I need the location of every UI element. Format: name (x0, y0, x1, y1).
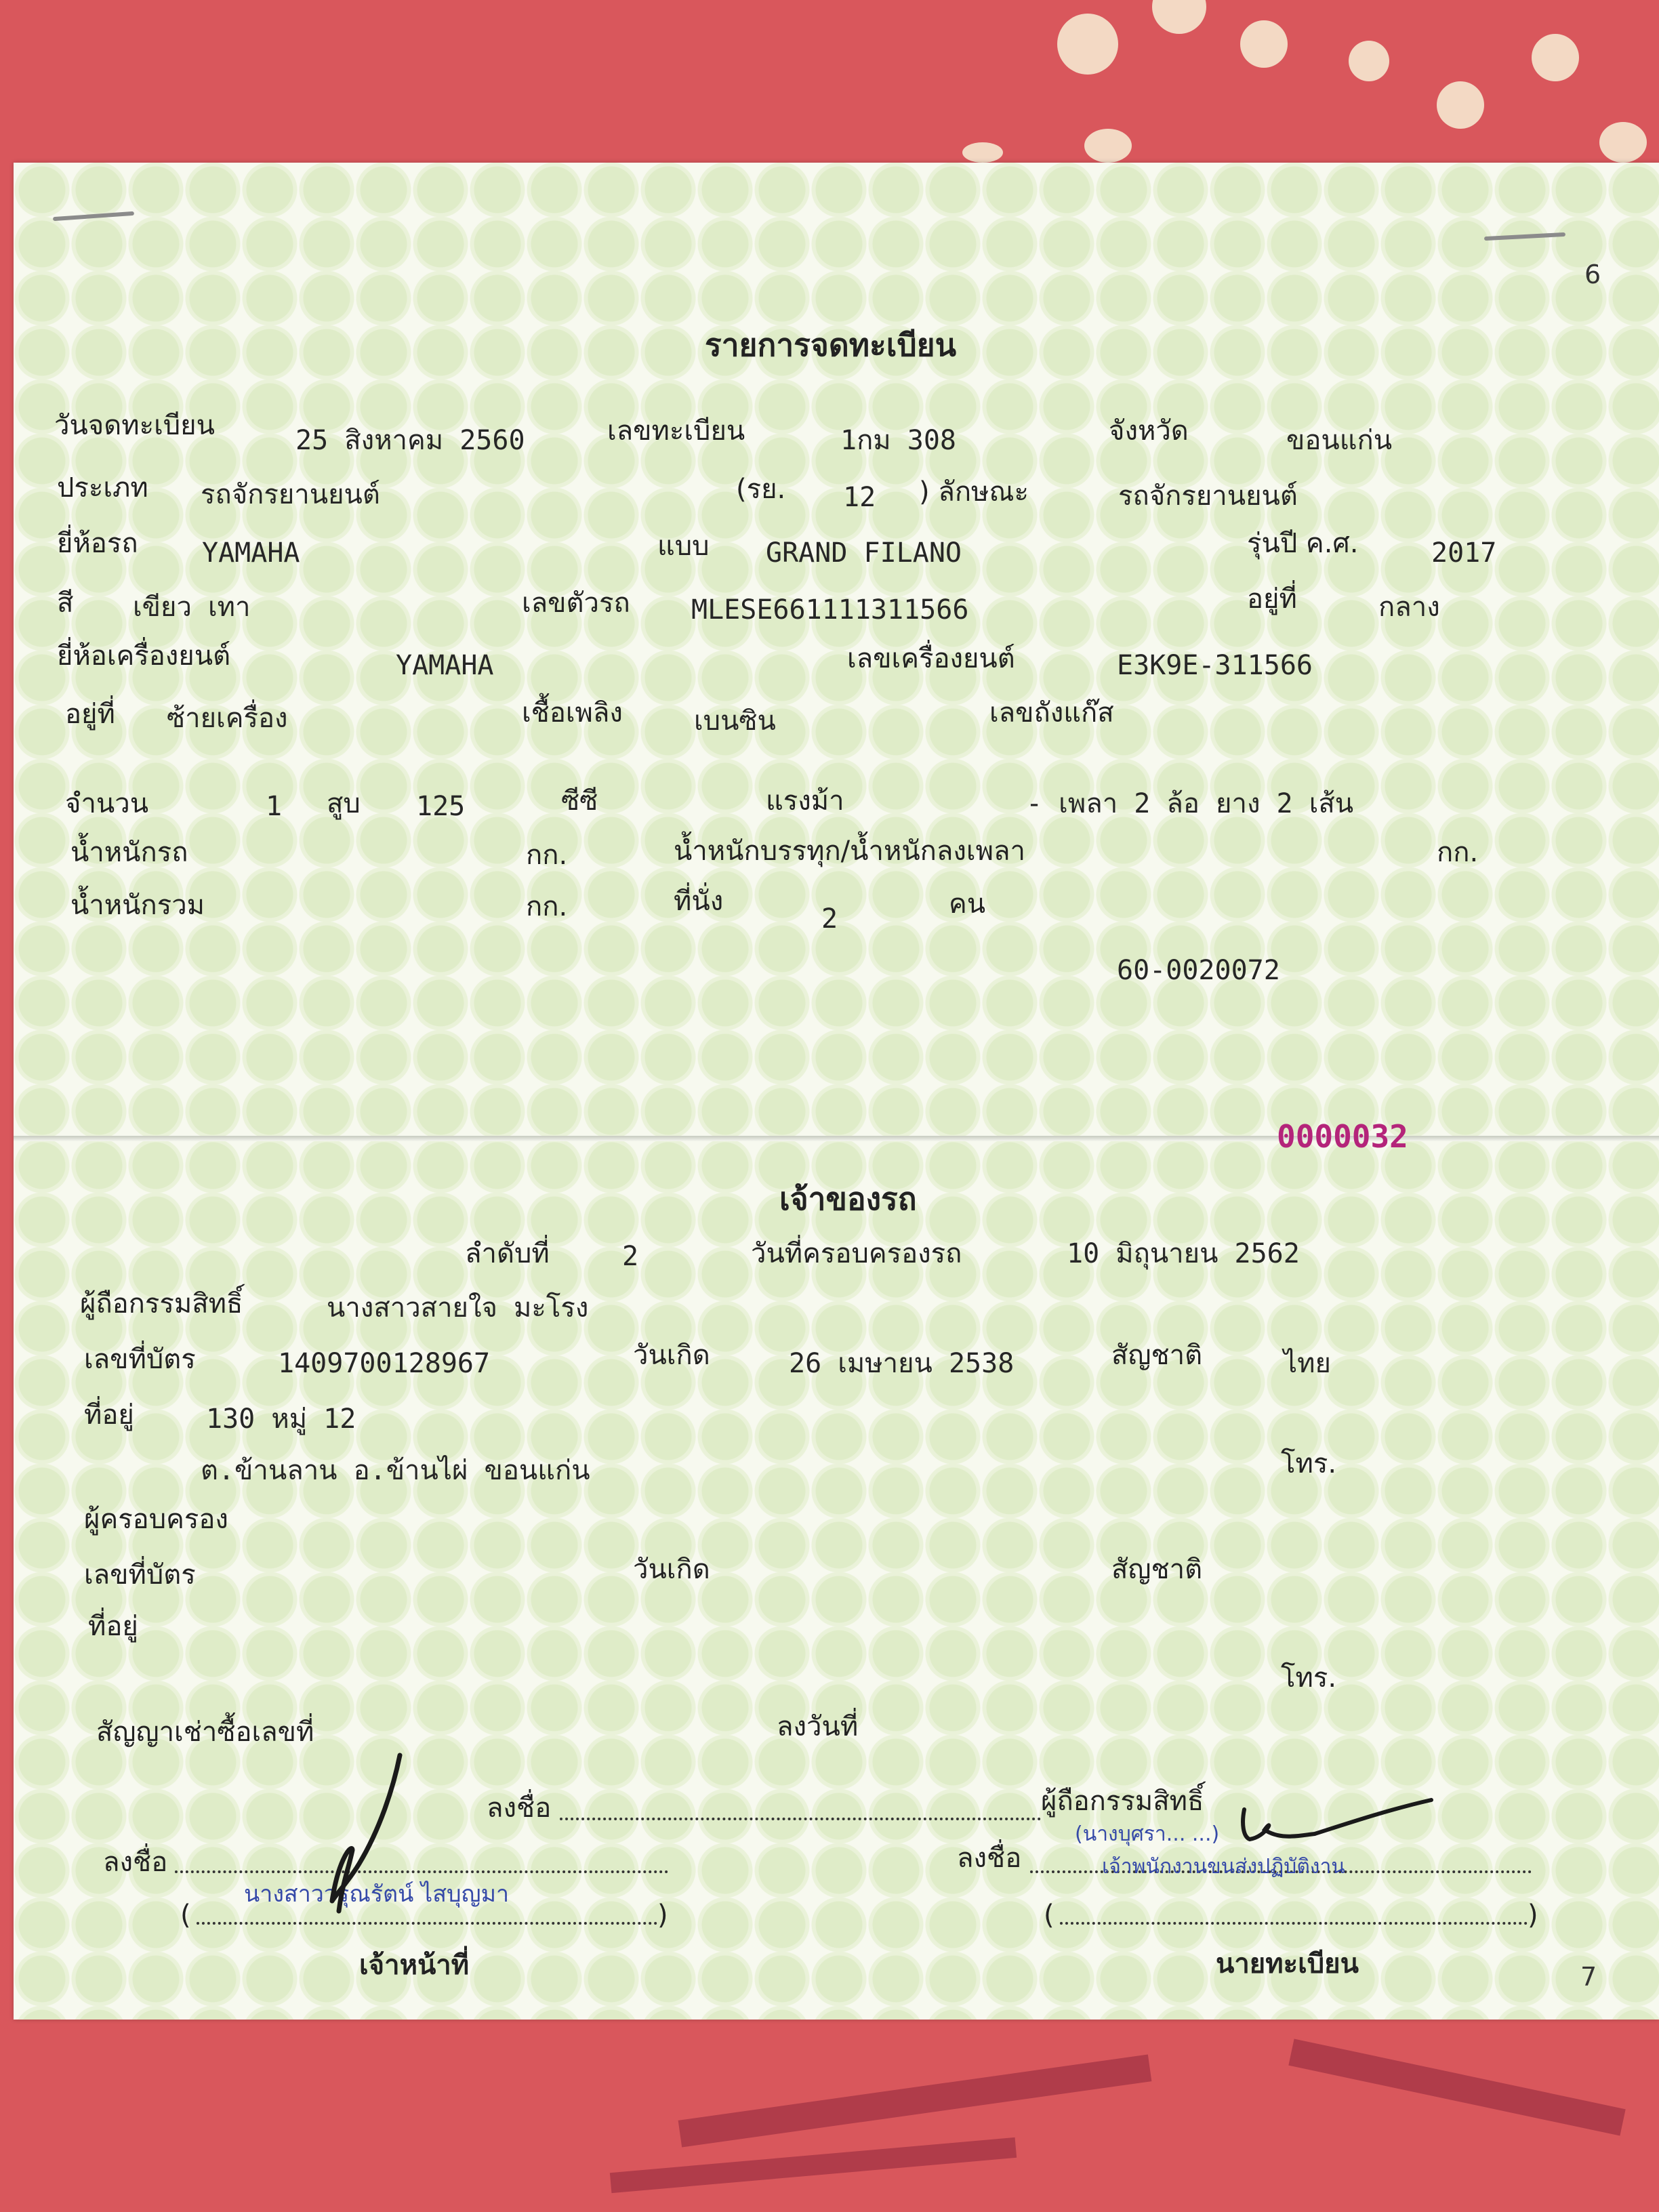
gross-weight-label: น้ำหนักรวม (70, 890, 205, 921)
holder-label: ผู้ถือกรรมสิทธิ์ (80, 1288, 243, 1319)
registrar-stamp-name: (นางบุศรา... ...) (1075, 1822, 1220, 1846)
sign-left-label: ลงชื่อ (103, 1847, 168, 1878)
registrar-name-line (1060, 1922, 1528, 1925)
engine-no-label: เลขเครื่องยนต์ (847, 643, 1015, 674)
possessor-id-label: เลขที่บัตร (84, 1559, 196, 1591)
page-number-bottom: 7 (1580, 1962, 1597, 1992)
possessor-dob-label: วันเกิด (633, 1554, 710, 1585)
ry-label: (รย. (736, 474, 786, 505)
order-value: 2 (622, 1241, 639, 1272)
paren-close-right: ) (1528, 1900, 1538, 1931)
possessor-label: ผู้ครอบครอง (84, 1504, 228, 1535)
nationality-value: ไทย (1284, 1348, 1331, 1379)
officer-name-stamp: นางสาววรุณรัตน์ ไสบุญมา (244, 1881, 510, 1908)
type-value: รถจักรยานยนต์ (201, 479, 380, 510)
seats-label: ที่นั่ง (674, 886, 724, 917)
fuel-value: เบนซิน (694, 705, 776, 737)
address-label: ที่อยู่ (84, 1399, 134, 1431)
province-value: ขอนแก่น (1286, 425, 1393, 456)
reg-date-value: 25 สิงหาคม 2560 (295, 425, 525, 456)
possessor-address-label: ที่อยู่ (88, 1611, 138, 1642)
sign-right-label: ลงชื่อ (957, 1843, 1022, 1874)
horsepower-label: แรงม้า (766, 785, 844, 817)
registrar-signature (1240, 1789, 1437, 1850)
engine-location-value: ซ้ายเครื่อง (167, 703, 288, 734)
cc-label: ซีซี (561, 785, 598, 817)
kg-label-1: กก. (526, 840, 568, 871)
engine-no-value: E3K9E-311566 (1117, 650, 1313, 681)
vehicle-weight-label: น้ำหนักรถ (70, 837, 188, 868)
possessor-tel-label: โทร. (1281, 1662, 1337, 1694)
year-value: 2017 (1431, 537, 1497, 569)
dob-label: วันเกิด (633, 1340, 710, 1371)
hire-purchase-label: สัญญาเช่าซื้อเลขที่ (96, 1717, 314, 1748)
serial-number: 0000032 (1277, 1118, 1408, 1155)
page-number-top: 6 (1584, 260, 1601, 289)
address-line-1: 130 หมู่ 12 (206, 1404, 356, 1435)
nationality-label: สัญชาติ (1111, 1340, 1203, 1371)
officer-name-line (197, 1922, 657, 1925)
officer-signature (312, 1748, 420, 1925)
id-label: เลขที่บัตร (84, 1344, 196, 1375)
possess-date-value: 10 มิถุนายน 2562 (1067, 1238, 1300, 1269)
engine-brand-value: YAMAHA (396, 650, 494, 681)
count-label: จำนวน (65, 788, 149, 819)
plate-value: 1กม 308 (840, 425, 956, 456)
sign-date-label: ลงวันที่ (777, 1711, 859, 1742)
brand-value: YAMAHA (202, 537, 300, 569)
axle-tyre-value: - เพลา 2 ล้อ ยาง 2 เส้น (1026, 788, 1354, 819)
gas-tank-label: เลขถังแก๊ส (989, 697, 1114, 729)
year-label: รุ่นปี ค.ศ. (1247, 528, 1359, 559)
officer-label: เจ้าหน้าที่ (359, 1950, 470, 1981)
possessor-nationality-label: สัญชาติ (1111, 1554, 1203, 1585)
chassis-location-label: อยู่ที่ (1247, 583, 1297, 615)
kg-label-2: กก. (1437, 837, 1479, 868)
plate-label: เลขทะเบียน (607, 415, 745, 447)
chassis-location-value: กลาง (1378, 592, 1440, 623)
registration-heading: รายการจดทะเบียน (705, 327, 957, 363)
persons-label: คน (949, 888, 986, 920)
seats-value: 2 (821, 903, 838, 935)
page-fold (14, 1136, 1659, 1141)
cc-value: 125 (416, 791, 466, 822)
tel-label: โทร. (1281, 1448, 1337, 1479)
paren-open-right: ( (1044, 1900, 1054, 1931)
fuel-label: เชื้อเพลิง (522, 697, 623, 729)
order-label: ลำดับที่ (465, 1238, 550, 1269)
dob-value: 26 เมษายน 2538 (789, 1348, 1015, 1379)
count-value: 1 (266, 791, 283, 822)
kg-label-3: กก. (526, 891, 568, 922)
sign-left-line (175, 1870, 668, 1873)
model-label: แบบ (657, 531, 710, 562)
type-label: ประเภท (57, 472, 148, 504)
registrar-stamp-title: เจ้าพนักงานขนส่งปฏิบัติงาน (1102, 1855, 1345, 1879)
color-value: เขียว เทา (133, 592, 251, 623)
style-label: ) ลักษณะ (919, 476, 1029, 508)
style-value: รถจักรยานยนต์ (1118, 480, 1298, 512)
holder-sign-label: ผู้ถือกรรมสิทธิ์ (1041, 1786, 1204, 1817)
cylinder-label: สูบ (327, 788, 361, 819)
paren-open-left: ( (180, 1900, 191, 1931)
sign-mid-label: ลงชื่อ (487, 1793, 552, 1824)
reg-date-label: วันจดทะเบียน (54, 410, 215, 441)
registrar-label: นายทะเบียน (1216, 1948, 1359, 1980)
paren-close-left: ) (657, 1900, 668, 1931)
province-label: จังหวัด (1109, 415, 1189, 447)
engine-brand-label: ยี่ห้อเครื่องยนต์ (57, 640, 231, 672)
reference-number: 60-0020072 (1117, 955, 1280, 986)
ry-value: 12 (843, 482, 876, 513)
possess-date-label: วันที่ครอบครองรถ (751, 1238, 962, 1269)
id-value: 1409700128967 (278, 1348, 491, 1379)
owner-heading: เจ้าของรถ (779, 1181, 917, 1217)
color-label: สี (57, 588, 74, 619)
holder-name: นางสาวสายใจ มะโรง (327, 1292, 589, 1324)
engine-location-label: อยู่ที่ (65, 699, 115, 730)
model-value: GRAND FILANO (766, 537, 962, 569)
brand-label: ยี่ห้อรถ (57, 528, 138, 559)
sign-mid-line (560, 1818, 1041, 1820)
load-weight-label: น้ำหนักบรรทุก/น้ำหนักลงเพลา (674, 836, 1025, 867)
address-line-2: ต.ข้านลาน อ.ข้านไผ่ ขอนแก่น (201, 1455, 590, 1486)
chassis-value: MLESE661111311566 (691, 594, 969, 626)
chassis-label: เลขตัวรถ (522, 588, 630, 619)
